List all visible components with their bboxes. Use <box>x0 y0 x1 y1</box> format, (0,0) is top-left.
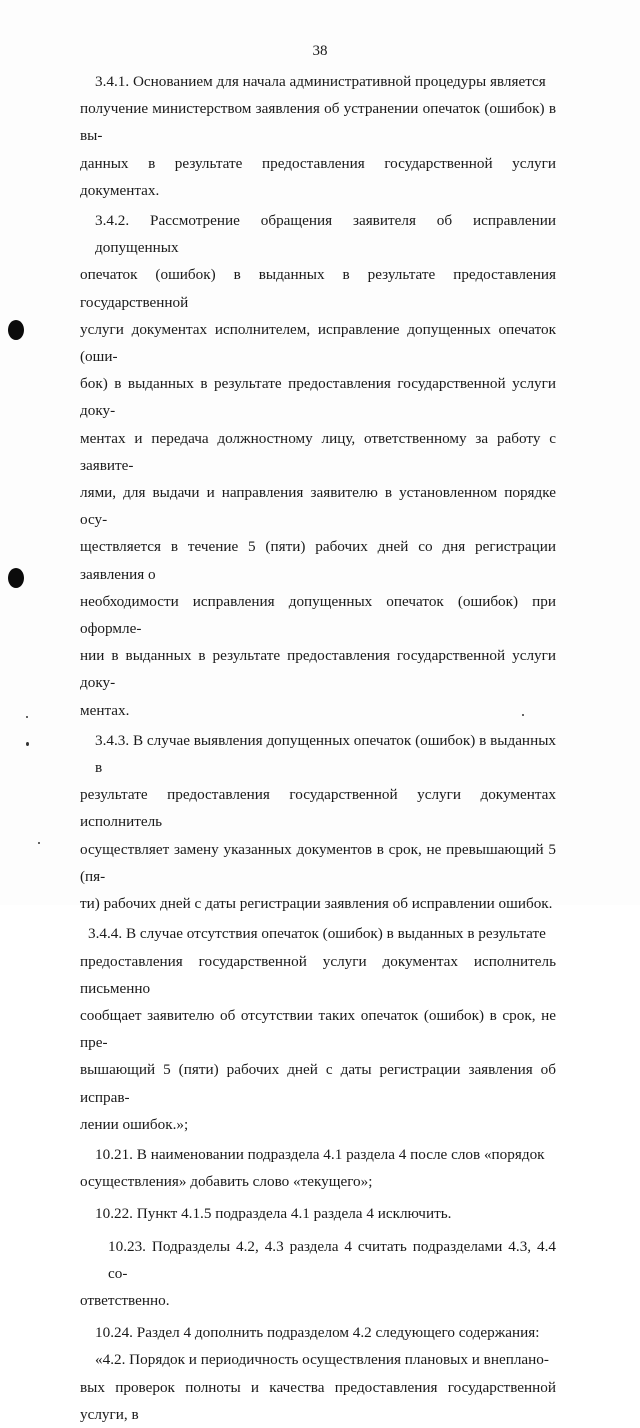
scan-speck <box>38 842 40 844</box>
text-line: 10.23. Подразделы 4.2, 4.3 раздела 4 считать подразделами 4.3, 4.4 со- <box>108 1237 556 1282</box>
text-line: нии в выданных в результате предоставления государственной услуги доку- <box>80 647 556 692</box>
text-line: ментах. <box>80 701 130 719</box>
text-line: осуществления» добавить слово «текущего»; <box>80 1173 373 1191</box>
text-line: получение министерством заявления об устранении опечаток (ошибок) в вы- <box>80 100 556 145</box>
text-line: 10.21. В наименовании подраздела 4.1 раздела 4 после слов «порядок <box>95 1145 545 1163</box>
text-line: 3.4.2. Рассмотрение обращения заявителя об исправлении допущенных <box>95 212 556 257</box>
text-line: ществляется в течение 5 (пяти) рабочих дней со дня регистрации заявления о <box>80 538 556 583</box>
text-line: вышающий 5 (пяти) рабочих дней с даты регистрации заявления об исправ- <box>80 1061 556 1106</box>
document-body <box>80 68 556 1428</box>
page-number: 38 <box>312 43 328 59</box>
text-line: осуществляет замену указанных документов в срок, не превышающий 5 (пя- <box>80 840 556 885</box>
text-line: данных в результате предоставления государственной услуги документах. <box>80 154 556 199</box>
text-line: бок) в выданных в результате предоставления государственной услуги доку- <box>80 375 556 420</box>
text-line: 10.22. Пункт 4.1.5 подраздела 4.1 раздела 4 исключить. <box>95 1205 452 1223</box>
text-line: сообщает заявителю об отсутствии таких опечаток (ошибок) в срок, не пре- <box>80 1006 556 1052</box>
scan-speck <box>522 714 524 716</box>
text-line: вых проверок полноты и качества предоставления государственной услуги, в <box>80 1378 556 1423</box>
text-line: «4.2. Порядок и периодичность осуществления плановых и внеплано- <box>95 1351 549 1369</box>
text-line: 3.4.4. В случае отсутствия опечаток (ошибок) в выданных в результате <box>88 925 546 943</box>
text-line: 3.4.3. В случае выявления допущенных опечаток (ошибок) в выданных в <box>95 731 556 777</box>
text-line: ти) рабочих дней с даты регистрации заявления об исправлении ошибок. <box>80 895 553 913</box>
text-line: услуги документах исполнителем, исправление допущенных опечаток (оши- <box>80 320 556 366</box>
text-line: опечаток (ошибок) в выданных в результате предоставления государственной <box>80 266 556 311</box>
text-line: 3.4.1. Основанием для начала административной процедуры является <box>95 73 546 90</box>
text-line: 10.24. Раздел 4 дополнить подразделом 4.2 следующего содержания: <box>95 1324 540 1342</box>
text-line: предоставления государственной услуги документах исполнитель письменно <box>80 952 556 997</box>
scan-speck <box>26 716 28 718</box>
text-line: ответственно. <box>80 1291 170 1309</box>
text-line: необходимости исправления допущенных опечаток (ошибок) при оформле- <box>80 592 556 638</box>
text-line: результате предоставления государственной услуги документах исполнитель <box>80 786 556 831</box>
punch-hole <box>8 320 24 340</box>
text-line: лении ошибок.»; <box>80 1115 189 1133</box>
text-line: лями, для выдачи и направления заявителю в установленном порядке осу- <box>80 484 556 529</box>
punch-hole <box>8 568 24 588</box>
text-line: ментах и передача должностному лицу, ответственному за работу с заявите- <box>80 429 556 474</box>
scan-speck <box>26 742 29 746</box>
